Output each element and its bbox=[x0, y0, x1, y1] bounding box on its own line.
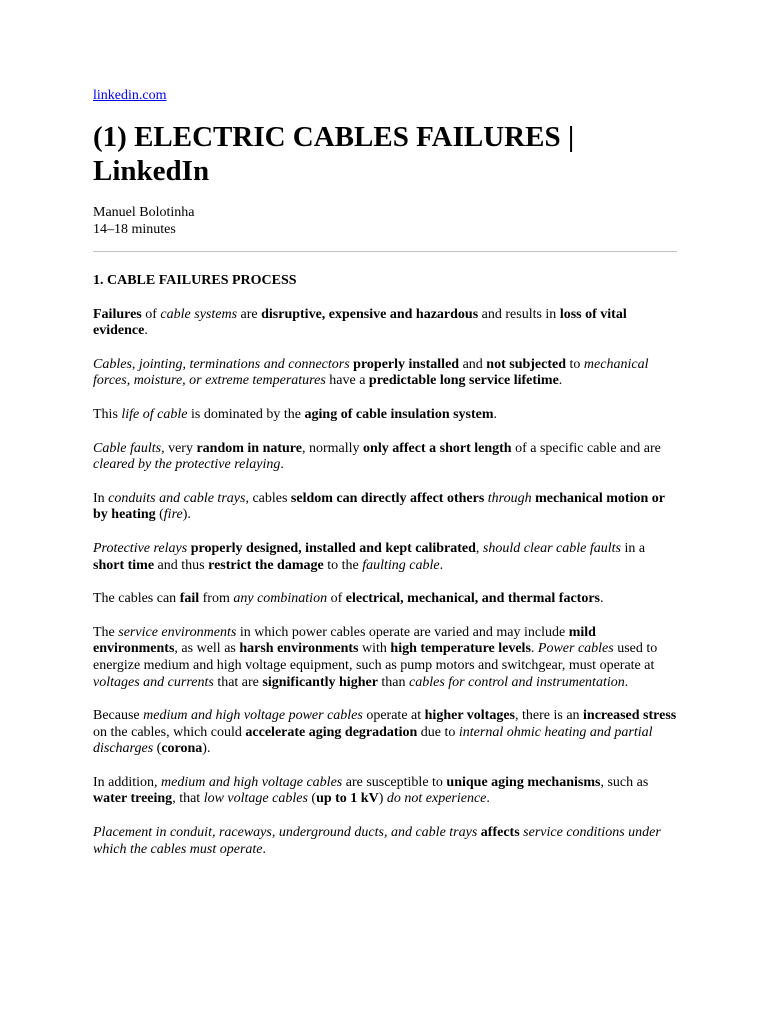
italic-text: voltages and currents bbox=[93, 674, 214, 690]
italic-text: any combination bbox=[233, 591, 328, 607]
bold-text: not subjected bbox=[486, 356, 567, 372]
text-run: . bbox=[262, 841, 267, 857]
italic-text: conduits and cable trays bbox=[108, 490, 246, 506]
text-run: is dominated by the bbox=[187, 406, 305, 422]
italic-text: cable systems bbox=[160, 306, 238, 322]
bold-text: higher voltages bbox=[424, 708, 515, 724]
bold-text: short time bbox=[93, 557, 155, 573]
text-run: have a bbox=[325, 373, 369, 389]
bold-text: mechanical motion or by heating bbox=[93, 490, 665, 523]
text-run: . bbox=[530, 641, 538, 657]
text-run: on the cables, which could bbox=[93, 724, 246, 740]
italic-text: cables for control and instrumentation bbox=[409, 674, 625, 690]
text-run: ) bbox=[378, 791, 387, 807]
section-heading: 1. CABLE FAILURES PROCESS bbox=[93, 273, 297, 288]
text-run: ( bbox=[307, 791, 317, 807]
text-run: ( bbox=[153, 741, 162, 757]
italic-text: Protective relays bbox=[93, 540, 188, 556]
paragraph bbox=[93, 708, 677, 758]
text-run: and bbox=[459, 356, 487, 372]
paragraph-list bbox=[93, 307, 677, 859]
bold-text: significantly higher bbox=[262, 674, 378, 690]
page-title: (1) ELECTRIC CABLES FAILURES | LinkedIn bbox=[93, 121, 575, 187]
bold-text: random in nature bbox=[196, 440, 302, 456]
bold-text: disruptive, expensive and hazardous bbox=[261, 306, 479, 322]
text-run: . bbox=[600, 591, 604, 607]
paragraph bbox=[93, 591, 677, 608]
bold-text: affects bbox=[480, 825, 520, 841]
text-run: , that bbox=[172, 791, 204, 807]
text-run: In bbox=[93, 490, 109, 506]
text-run: of bbox=[141, 306, 161, 322]
article-body bbox=[93, 273, 677, 875]
text-run: of bbox=[327, 591, 346, 607]
text-run: ). bbox=[182, 507, 191, 523]
text-run: operate at bbox=[362, 708, 425, 724]
text-run: The bbox=[93, 624, 119, 640]
italic-text: low voltage cables bbox=[203, 791, 308, 807]
italic-text: do not experience bbox=[386, 791, 487, 807]
text-run: This bbox=[93, 406, 122, 422]
text-run: ( bbox=[155, 507, 164, 523]
text-run: . bbox=[439, 557, 444, 573]
read-time: 14–18 minutes bbox=[93, 221, 176, 237]
text-run: in a bbox=[620, 540, 646, 556]
italic-text: medium and high voltage cables bbox=[161, 774, 343, 790]
paragraph bbox=[93, 307, 677, 340]
italic-text: should clear cable faults bbox=[482, 540, 621, 556]
paragraph bbox=[93, 357, 677, 390]
text-run: . bbox=[280, 457, 284, 473]
paragraph bbox=[93, 441, 677, 474]
italic-text: life of cable bbox=[121, 406, 188, 422]
bold-text: loss of vital evidence bbox=[93, 306, 627, 339]
bold-text: water treeing bbox=[93, 791, 173, 807]
text-run: , there is an bbox=[515, 708, 584, 724]
italic-text: through bbox=[487, 490, 532, 506]
text-run: used to energize medium and high voltage equipment, such as pump motors and switchgear, must operate at bbox=[93, 641, 658, 673]
bold-text: accelerate aging degradation bbox=[245, 724, 418, 740]
bold-text: increased stress bbox=[583, 708, 677, 724]
text-run: . bbox=[486, 791, 490, 807]
text-run: to the bbox=[323, 557, 363, 573]
text-run: with bbox=[358, 641, 391, 657]
text-run: from bbox=[199, 591, 234, 607]
italic-text: cleared by the protective relaying bbox=[93, 457, 281, 473]
paragraph bbox=[93, 541, 677, 574]
text-run: , bbox=[475, 540, 483, 556]
bold-text: predictable long service lifetime bbox=[368, 373, 559, 389]
bold-text: properly designed, installed and kept calibrated bbox=[190, 540, 476, 556]
bold-text: high temperature levels bbox=[390, 641, 531, 657]
text-run: , as well as bbox=[174, 641, 240, 657]
italic-text: medium and high voltage power cables bbox=[143, 708, 363, 724]
italic-text: Cable faults bbox=[93, 440, 162, 456]
text-run: , very bbox=[161, 440, 197, 456]
bold-text: electrical, mechanical, and thermal factors bbox=[345, 591, 601, 607]
text-run: in which power cables operate are varied and may include bbox=[236, 624, 569, 640]
text-run: than bbox=[377, 674, 410, 690]
text-run: are susceptible to bbox=[342, 774, 447, 790]
text-run: . bbox=[493, 406, 498, 422]
text-run: , such as bbox=[600, 774, 649, 790]
bold-text: only affect a short length bbox=[363, 440, 512, 456]
text-run: and results in bbox=[478, 306, 560, 322]
text-run: of a specific cable and are bbox=[511, 440, 661, 456]
paragraph bbox=[93, 407, 677, 424]
author-name: Manuel Bolotinha bbox=[93, 205, 195, 220]
italic-text: fire bbox=[163, 507, 183, 523]
italic-text: Placement in conduit, raceways, underground ducts, and cable trays bbox=[93, 825, 478, 841]
text-run: to bbox=[566, 356, 584, 372]
bold-text: Failures bbox=[93, 306, 142, 322]
paragraph bbox=[93, 775, 677, 808]
text-run: and thus bbox=[154, 557, 209, 573]
text-run: , normally bbox=[302, 440, 364, 456]
bold-text: harsh environments bbox=[239, 641, 359, 657]
text-run: . bbox=[144, 323, 148, 339]
italic-text: Cables, jointing, terminations and connectors bbox=[93, 356, 350, 372]
text-run: that are bbox=[213, 674, 263, 690]
bold-text: mild environments bbox=[93, 624, 596, 657]
text-run: Because bbox=[93, 708, 144, 724]
italic-text: internal ohmic heating and partial discharges bbox=[93, 724, 653, 757]
text-run: . bbox=[624, 674, 629, 690]
divider bbox=[93, 251, 677, 252]
bold-text: properly installed bbox=[353, 356, 460, 372]
text-run: The cables can bbox=[93, 591, 180, 607]
bold-text: aging of cable insulation system bbox=[304, 406, 494, 422]
text-run: ). bbox=[202, 741, 211, 757]
text-run: , cables bbox=[245, 490, 291, 506]
paragraph bbox=[93, 825, 677, 858]
bold-text: up to 1 kV bbox=[316, 791, 379, 807]
bold-text: fail bbox=[179, 591, 200, 607]
bold-text: restrict the damage bbox=[208, 557, 324, 573]
byline bbox=[93, 205, 195, 238]
italic-text: Power cables bbox=[537, 641, 614, 657]
text-run: due to bbox=[417, 724, 459, 740]
bold-text: seldom can directly affect others bbox=[290, 490, 485, 506]
paragraph bbox=[93, 491, 677, 524]
italic-text: faulting cable bbox=[362, 557, 440, 573]
text-run: . bbox=[558, 373, 563, 389]
italic-text: service conditions under which the cables must operate bbox=[93, 825, 661, 857]
italic-text: service environments bbox=[118, 624, 237, 640]
text-run: are bbox=[237, 306, 262, 322]
paragraph bbox=[93, 625, 677, 691]
text-run: In addition, bbox=[93, 774, 162, 790]
bold-text: unique aging mechanisms bbox=[446, 774, 601, 790]
bold-text: corona bbox=[161, 741, 203, 757]
source-link[interactable]: linkedin.com bbox=[93, 88, 167, 103]
italic-text: mechanical forces, moisture, or extreme temperatures bbox=[93, 356, 649, 389]
